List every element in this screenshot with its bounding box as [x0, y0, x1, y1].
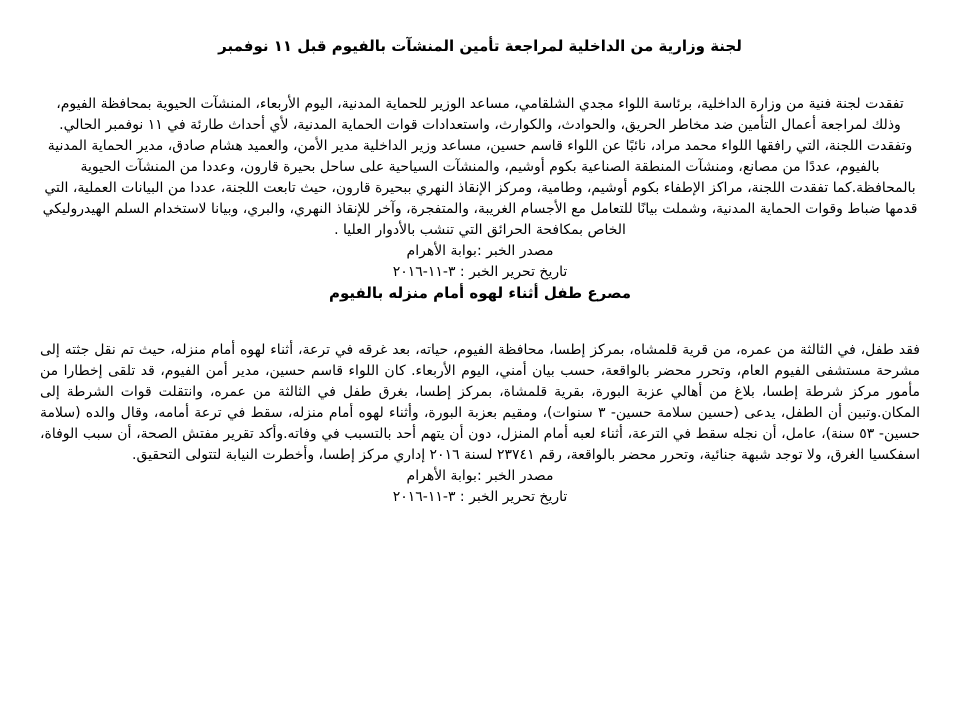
- article-source: مصدر الخبر :بوابة الأهرام: [406, 243, 554, 259]
- article-date: تاريخ تحرير الخبر : ٣-١١-٢٠١٦: [392, 489, 568, 505]
- article-title: لجنة وزارية من الداخلية لمراجعة تأمين المنشآت بالفيوم قبل ١١ نوفمبر: [218, 37, 742, 55]
- article-2: [40, 283, 920, 508]
- article-date: تاريخ تحرير الخبر : ٣-١١-٢٠١٦: [392, 264, 568, 280]
- article-1: [40, 36, 920, 283]
- article-body: تفقدت لجنة فنية من وزارة الداخلية، برئاسة اللواء مجدي الشلقامي، مساعد الوزير للحماية المدنية، اليوم الأربعاء، المنشآت الحيوية بمحافظة الفيوم، وذلك لمراجعة أعمال التأمين ضد مخاطر الحريق، والحوادث، والكوارث، واستعدادات قوات الحماية المدنية، لأي أحداث طارئة في ١١ نوفمبر الحالي. وتفقدت اللجنة، التي رافقها اللواء محمد مراد، نائبًا عن اللواء قاسم حسين، مساعد وزير الداخلية مدير الأمن، والعميد هشام صادق، مدير الحماية المدنية بالفيوم، عددًا من مصانع، ومنشآت المنطقة الصناعية بكوم أوشيم، والمنشآت السياحية على ساحل بحيرة قارون، وعددا من المنشآت الحيوية بالمحافظة.كما تفقدت اللجنة، مراكز الإطفاء بكوم أوشيم، وطامية، ومركز الإنقاذ النهري ببحيرة قارون، حيث تابعت اللجنة، عددا من البيانات العملية، التي قدمها ضباط وقوات الحماية المدنية، وشملت بيانًا للتعامل مع الأجسام الغريبة، والمتفجرة، وآخر للإنقاذ النهري، والبري، وبيانا لاستخدام السلم الهيدروليكي الخاص بمكافحة الحرائق التي تنشب بالأدوار العليا .: [42, 96, 918, 238]
- article-source: مصدر الخبر :بوابة الأهرام: [406, 468, 554, 484]
- article-title: مصرع طفل أثناء لهوه أمام منزله بالفيوم: [328, 284, 632, 302]
- article-body: فقد طفل، في الثالثة من عمره، من قرية قلمشاه، بمركز إطسا، محافظة الفيوم، حياته، بعد غرقه في ترعة، أثناء لهوه أمام منزله، حيث تم نقل جثته إلى مشرحة مستشفى الفيوم العام، وتحرر محضر بالواقعة، حسب بيان أمني، اليوم الأربعاء. كان اللواء قاسم حسين، مدير أمن الفيوم، قد تلقى إخطارا من مأمور مركز شرطة إطسا، بلاغ من أهالي عزبة البورة، بقرية قلمشاة، بمركز إطسا، بغرق طفل في الثالثة من عمره، وانتقلت قوات الشرطة إلى المكان.وتبين أن الطفل، يدعى (حسين سلامة حسين- ٣ سنوات)، ومقيم بعزبة البورة، وأثناء لهوه أمام منزله، سقط في ترعة أمامه، وقال والده (سلامة حسين- ٥٣ سنة)، عامل، أن نجله سقط في الترعة، أثناء لعبه أمام المنزل، دون أن يتهم أحد بالتسبب في وفاته.وأكد تقرير مفتش الصحة، أن سبب الوفاة، اسفكسيا الغرق، ولا توجد شبهة جنائية، وتحرر محضر بالواقعة، رقم ٢٣٧٤١ لسنة ٢٠١٦ إداري مركز إطسا، وأخطرت النيابة لتتولى التحقيق.: [40, 342, 920, 463]
